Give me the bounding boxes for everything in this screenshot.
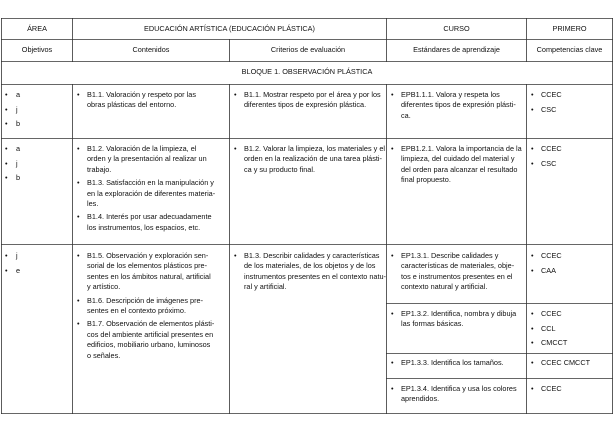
contenido-item: B1.3. Satisfacción en la manipulación y (87, 178, 214, 188)
bullet-icon: • (391, 384, 394, 393)
contenido-item: obras plásticas del entorno. (87, 100, 177, 110)
criterio-item: B1.1. Mostrar respeto por el área y por los (244, 90, 381, 99)
header-subject: EDUCACIÓN ARTÍSTICA (EDUCACIÓN PLÁSTICA) (144, 24, 315, 33)
bullet-icon: • (5, 265, 8, 275)
objetivo-item: a (16, 90, 21, 99)
objetivo-item: b (16, 119, 21, 128)
contenido-item: B1.2. Valoración de la limpieza, el (87, 144, 197, 153)
competencia-item: CCEC CMCCT (541, 358, 591, 367)
bullet-icon: • (234, 90, 237, 99)
contenido-item: B1.1. Valoración y respeto por las (87, 90, 196, 99)
criterio-item: B1.2. Valorar la limpieza, los materiales y el (244, 144, 385, 153)
header-course-value: PRIMERO (552, 24, 587, 33)
criterio-item: orden en la realización de una tarea plásti- (244, 154, 382, 164)
bullet-icon: • (531, 323, 534, 333)
estandar-item: las formas básicas. (401, 319, 464, 329)
header-course-label: CURSO (443, 24, 470, 33)
contenido-item: B1.5. Observación y exploración sen- (87, 251, 209, 260)
objetivo-item: e (16, 265, 21, 275)
objetivo-item: b (16, 173, 21, 182)
header-area: ÁREA (27, 24, 47, 33)
contenido-item: B1.7. Observación de elementos plásti- (87, 319, 215, 329)
bullet-icon: • (531, 338, 534, 347)
bullet-icon: • (77, 90, 80, 99)
contenido-item: orden y la presentación al realizar un (87, 154, 207, 164)
estandar-item: contexto natural y artificial. (401, 282, 488, 292)
competencia-item: CSC (541, 104, 557, 114)
bullet-icon: • (77, 178, 80, 188)
estandar-item: diferentes tipos de expresión plásti- (401, 100, 516, 110)
bullet-icon: • (531, 158, 534, 168)
criterio-item: ca y su producto final. (244, 164, 315, 174)
bullet-icon: • (5, 104, 8, 114)
objetivo-item: j (16, 158, 18, 168)
block-title: BLOQUE 1. OBSERVACIÓN PLÁSTICA (241, 67, 373, 76)
objetivo-item: j (16, 104, 18, 114)
estandar-item: EP1.3.1. Describe calidades y (401, 251, 499, 260)
bullet-icon: • (531, 90, 534, 99)
estandar-item: ca. (401, 110, 411, 120)
bullet-icon: • (5, 251, 8, 260)
bullet-icon: • (77, 319, 80, 329)
competencia-item: CCEC (541, 384, 562, 393)
estandar-item: EPB1.1.1. Valora y respeta los (401, 90, 500, 99)
estandar-item: final propuesto. (401, 175, 451, 185)
criterio-item: de los materiales, de los objetos y de los (244, 261, 376, 271)
bullet-icon: • (531, 309, 534, 318)
bullet-icon: • (391, 309, 394, 318)
column-objetivos: Objetivos (21, 45, 53, 54)
bullet-icon: • (531, 144, 534, 153)
objetivo-item: j (16, 251, 18, 260)
competencia-item: CCL (541, 323, 556, 333)
contenido-item: o señales. (87, 350, 121, 360)
bullet-icon: • (5, 119, 8, 128)
contenido-item: sentes en el contexto próximo. (87, 306, 186, 315)
competencia-item: CCEC (541, 90, 562, 99)
estandar-item: EP1.3.3. Identifica los tamaños. (401, 358, 504, 367)
bullet-icon: • (531, 104, 534, 114)
criterio-item: diferentes tipos de expresión plástica. (244, 100, 367, 110)
contenido-item: B1.6. Descripción de imágenes pre- (87, 295, 203, 305)
bullet-icon: • (5, 173, 8, 182)
estandar-item: limpieza, del cuidado del material y (401, 154, 515, 164)
competencia-item: CCEC (541, 144, 562, 153)
contenido-item: edificios, mobiliario urbano, luminosos (87, 340, 211, 350)
bullet-icon: • (391, 358, 394, 367)
competencia-item: CCEC (541, 309, 562, 318)
estandar-item: del orden para alcanzar el resultado (401, 164, 518, 174)
column-criterios: Criterios de evaluación (270, 45, 346, 54)
contenido-item: sorial de los elementos plásticos pre- (87, 261, 208, 271)
bullet-icon: • (5, 90, 8, 99)
contenido-item: en la exploración de diferentes materia- (87, 188, 216, 198)
estandar-item: tos e instrumentos presentes en el (401, 271, 513, 281)
bullet-icon: • (77, 144, 80, 153)
bullet-icon: • (531, 251, 534, 260)
bullet-icon: • (77, 295, 80, 305)
criterio-item: B1.3. Describir calidades y características (244, 251, 380, 260)
objetivo-item: a (16, 144, 21, 153)
estandar-item: características de materiales, obje- (401, 261, 515, 271)
contenido-item: y artístico. (87, 282, 121, 292)
bullet-icon: • (391, 251, 394, 260)
contenido-item: B1.4. Interés por usar adecuadamente (87, 212, 212, 222)
bullet-icon: • (234, 251, 237, 260)
competencia-item: CAA (541, 265, 557, 275)
bullet-icon: • (531, 358, 534, 367)
estandar-item: EPB1.2.1. Valora la importancia de la (401, 144, 522, 153)
bullet-icon: • (391, 144, 394, 153)
criterio-item: instrumentos presentes en el contexto natu- (244, 271, 386, 281)
contenido-item: los instrumentos, los espacios, etc. (87, 222, 201, 232)
contenido-item: trabajo. (87, 164, 112, 174)
contenido-item: sentes en los ámbitos natural, artificial (87, 271, 211, 281)
contenido-item: les. (87, 199, 99, 208)
criterio-item: ral y artificial. (244, 282, 287, 292)
estandar-item: aprendidos. (401, 394, 440, 404)
bullet-icon: • (531, 384, 534, 393)
bullet-icon: • (5, 144, 8, 153)
bullet-icon: • (77, 251, 80, 260)
bullet-icon: • (77, 212, 80, 222)
competencia-item: CCEC (541, 251, 562, 260)
estandar-item: EP1.3.4. Identifica y usa los colores (401, 384, 517, 393)
column-estandares: Estándares de aprendizaje (413, 45, 500, 54)
estandar-item: EP1.3.2. Identifica, nombra y dibuja (401, 309, 517, 318)
bullet-icon: • (234, 144, 237, 153)
competencia-item: CSC (541, 158, 557, 168)
bullet-icon: • (531, 265, 534, 275)
bullet-icon: • (391, 90, 394, 99)
column-competencias: Competencias clave (536, 45, 603, 54)
bullet-icon: • (5, 158, 8, 168)
competencia-item: CMCCT (541, 338, 568, 347)
column-contenidos: Contenidos (132, 45, 170, 54)
contenido-item: cos del ambiente artificial presentes en (87, 329, 214, 339)
